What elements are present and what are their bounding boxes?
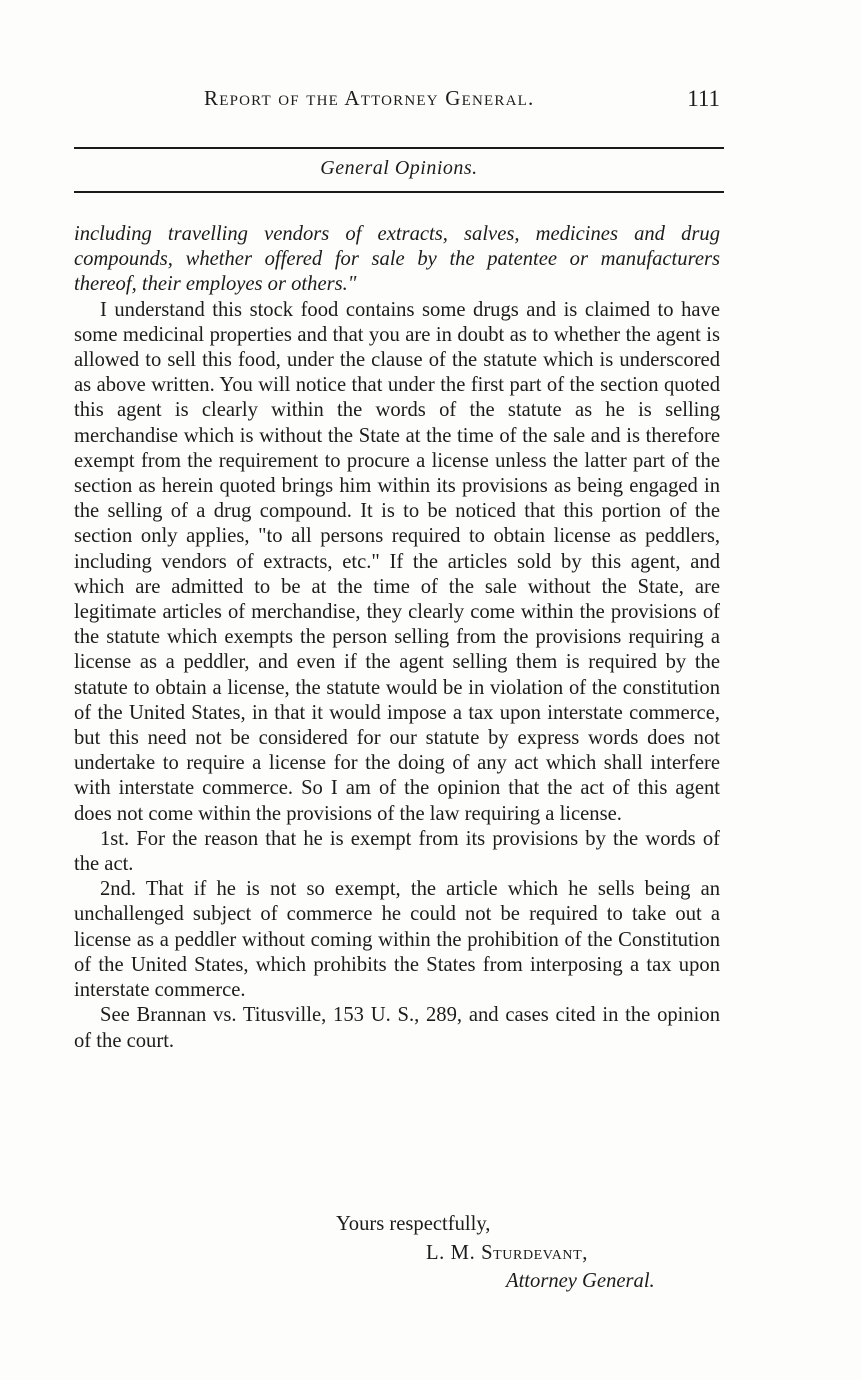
signatory-title: Attorney General. [506, 1270, 655, 1292]
body-text [74, 222, 720, 1054]
running-header [74, 86, 724, 122]
paragraph-citation: See Brannan vs. Titusville, 153 U. S., 289, and cases cited in the opinion of the court. [74, 1004, 720, 1052]
salutation: Yours respectfully, [336, 1213, 491, 1235]
page-number: 111 [687, 86, 720, 111]
paragraph-first-reason: 1st. For the reason that he is exempt from its provisions by the words of the act. [74, 827, 720, 876]
header-rule-top [74, 147, 724, 149]
quote-continuation: including travelling vendors of extracts, salves, medicines and drug compounds, whether offered for sale by the patentee or manufacturers thereof, their employes or others." [74, 223, 720, 296]
running-title: Report of the Attorney General. [204, 86, 535, 110]
header-rule-bottom [74, 191, 724, 193]
signatory-name: L. M. Sturdevant, [426, 1242, 589, 1264]
paragraph-opinion: I understand this stock food contains some drugs and is claimed to have some medicinal properties and that you are in doubt as to whether the agent is allowed to sell this food, under the clause of the statute which is underscored as above written. You will notice that under the first part of the section quoted this agent is clearly within the words of the statute as he is selling merchandise which is without the State at the time of the sale and is therefore exempt from the requirement to procure a license unless the latter part of the section as herein quoted brings him within its provisions as being engaged in the selling of a drug compound. It is to be noticed that this portion of the section only applies, "to all persons required to obtain license as peddlers, including vendors of extracts, etc." If the articles sold by this agent, and which are admitted to be at the time of the sale without the State, are legitimate articles of merchandise, they clearly come within the provisions of the statute which exempts the person selling from the provisions requiring a license as a peddler, and even if the agent selling them is required by the statute to obtain a license, the statute would be in violation of the constitution of the United States, in that it would impose a tax upon interstate commerce, but this need not be considered for our statute by express words does not undertake to require a license for the doing of any act which shall interfere with interstate commerce. So I am of the opinion that the act of this agent does not come within the provisions of the law requiring a license. [74, 298, 720, 825]
section-title: General Opinions. [320, 157, 478, 179]
paragraph-second-reason: 2nd. That if he is not so exempt, the article which he sells being an unchallenged subject of commerce he could not be required to take out a license as a peddler without coming within the prohibition of the Constitution of the United States, which prohibits the States from interposing a tax upon interstate commerce. [74, 878, 720, 1002]
